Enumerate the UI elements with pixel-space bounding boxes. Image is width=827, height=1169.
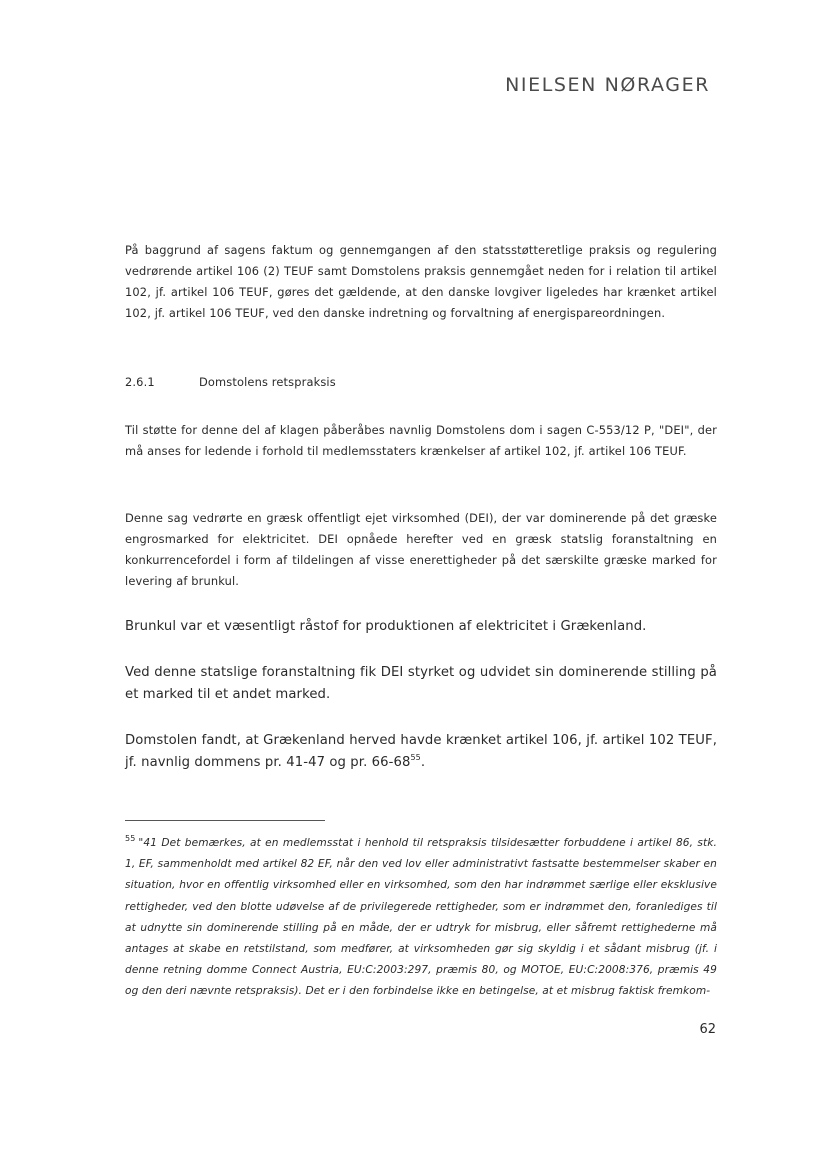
footnote-divider bbox=[125, 820, 325, 821]
section-number: 2.6.1 bbox=[125, 375, 155, 389]
paragraph-6-text: Domstolen fandt, at Grækenland herved havde krænket artikel 106, jf. artikel 102 TEUF, jf. navnlig dommens pr. 41-47 og pr. 66-68 bbox=[125, 733, 717, 770]
body-paragraph-3: Denne sag vedrørte en græsk offentligt ejet virksomhed (DEI), der var dominerende på det græske engrosmarked for elektricitet. DEI opnåede herefter ved en græsk statslig foranstaltning en konkurrencefordel i form af tildelingen af visse enerettigheder på det særskilte græske marked for levering af brunkul. bbox=[125, 511, 717, 588]
footnote-reference[interactable]: 55 bbox=[410, 753, 421, 762]
body-paragraph-5: Ved denne statslige foranstaltning fik DEI styrket og udvidet sin dominerende stilling på et marked til et andet marked. bbox=[125, 665, 717, 702]
footnote-text: "41 Det bemærkes, at en medlemsstat i henhold til retspraksis tilsidesætter forbuddene i artikel 86, stk. 1, EF, sammenholdt med artikel 82 EF, når den ved lov eller administrativt fastsatte bestemmelser skaber en situation, hvor en offentlig virksomhed eller en virksomhed, som den har indrømmet særlige eller eksklusive rettigheder, ved den blotte udøvelse af de privilegerede rettigheder, som er indrømmet den, foranlediges til at udnytte sin dominerende stilling på en måde, der er udtryk for misbrug, eller såfremt rettighederne må antages at skabe en retstilstand, som medfører, at virksomheden gør sig skyldig i et sådant misbrug (jf. i denne retning domme Connect Austria, EU:C:2003:297, præmis 80, og MOTOE, EU:C:2008:376, præmis 49 og den deri nævnte retspraksis). Det er i den forbindelse ikke en betingelse, at et misbrug faktisk fremkom- bbox=[125, 837, 717, 998]
body-paragraph-2: Til støtte for denne del af klagen påberåbes navnlig Domstolens dom i sagen C-553/12 P, "DEI", der må anses for ledende i forhold til medlemsstaters krænkelser af artikel 102, jf. artikel 106 TEUF. bbox=[125, 423, 717, 458]
section-title: Domstolens retspraksis bbox=[199, 375, 336, 389]
footnote-number: 55 bbox=[125, 834, 136, 843]
body-paragraph-4: Brunkul var et væsentligt råstof for produktionen af elektricitet i Grækenland. bbox=[125, 619, 647, 634]
page-number: 62 bbox=[699, 1022, 716, 1037]
footnote-55 bbox=[125, 828, 717, 1003]
firm-logo-text: NIELSEN NØRAGER bbox=[505, 74, 710, 96]
section-heading bbox=[125, 374, 336, 390]
paragraph-6-period: . bbox=[420, 755, 426, 770]
body-paragraph-6 bbox=[125, 730, 717, 774]
body-paragraph-1: På baggrund af sagens faktum og gennemgangen af den statsstøtteretlige praksis og regulering vedrørende artikel 106 (2) TEUF samt Domstolens praksis gennemgået neden for i relation til artikel 102, jf. artikel 106 TEUF, gøres det gældende, at den danske lovgiver ligeledes har krænket artikel 102, jf. artikel 106 TEUF, ved den danske indretning og forvaltning af energispareordningen. bbox=[125, 243, 717, 320]
